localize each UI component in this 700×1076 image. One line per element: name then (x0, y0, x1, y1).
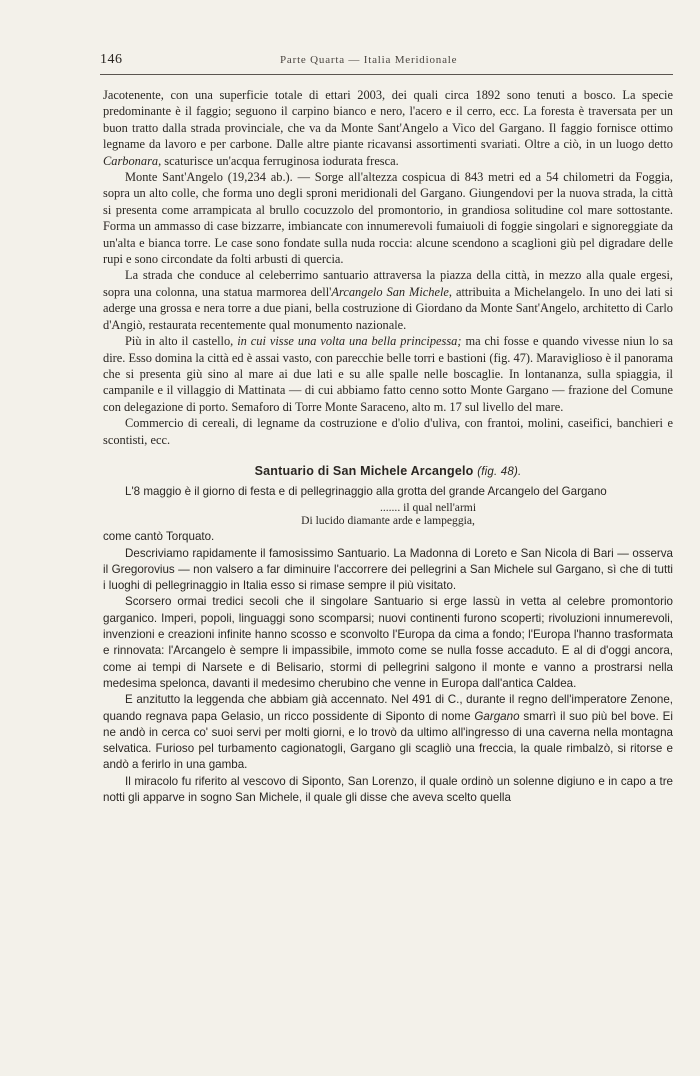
paragraph-monte-sant-angelo: Monte Sant'Angelo (19,234 ab.). — Sorge all'altezza cospicua di 843 metri ed a 54 chilometri da Foggia, sopra un alto colle, che forma uno degli sproni meridionali del Gargano. Giungendovi per la nuova strada, la città si presenta come arrampicata al brullo cocuzzolo del promontorio, in grandiosa solitudine col mare sottostante. Forma un ammasso di case bizzarre, imbiancate con innumerevoli fumaiuoli di foggie singolari e signoreggiate da un'alta e bianca torre. Le case sono fondate sulla nuda roccia: alcune scendono a scaglioni giù pel digradare delle rupi e sono circondate da folti arbusti di quercia. (103, 170, 673, 267)
paragraph-foresta: Jacotenente, con una superficie totale di ettari 2003, dei quali circa 1892 sono tenuti a bosco. La specie predominante è il faggio; seguono il carpino bianco e nero, l'acero e il cerro, ecc. La foresta è traversata per un buon tratto dalla strada provinciale, che va da Monte Sant'Angelo a Vico del Gargano. Il faggio fornisce ottimo legname da lavoro e per carbone. Dalle altre piante ricavansi assortimenti svariati. Oltre a ciò, in un luogo detto Carbonara, scaturisce un'acqua ferruginosa iodurata fresca. (103, 88, 673, 168)
page-header (100, 52, 673, 75)
paragraph-leggenda: E anzitutto la leggenda che abbiam già accennato. Nel 491 di C., durante il regno dell'imperatore Zenone, quando regnava papa Gelasio, un ricco possidente di Siponto di nome Gargano smarrì il suo più bel bove. Ei ne andò in cerca co' suoi servi per molti giorni, e lo trovò da ultimo all'ingresso di una caverna nella montagna selvatica. Furioso pel turbamento cagionatogli, Gargano gli scagliò una freccia, la quale rimbalzò, si ritorse e andò a ferirlo in una gamba. (103, 693, 673, 772)
verse-line-1: ....... il qual nell'armi (379, 501, 477, 515)
verse-quote (103, 501, 673, 527)
paragraph-gregorovius: Descriviamo rapidamente il famosissimo Santuario. La Madonna di Loreto e San Nicola di Bari — osserva il Gregorovius — non valsero a far diminuire l'accorrere dei pellegrini a San Michele sul Gargano, sì che di tutti i luoghi di pellegrinaggio in Italia esso si rimase sempre il più visitato. (103, 546, 673, 593)
paragraph-castello: Più in alto il castello, in cui visse una volta una bella principessa; ma chi fosse e quando vivesse niun lo sa dire. Esso domina la città ed è assai vasto, con parecchie belle torri e bastioni (fig. 47). Maraviglioso è il panorama che si presenta giù sino al mare ai due lati e su alle spalle nelle boscaglie. In lontananza, sulla spiaggia, il campanile e il villaggio di Mattinata — di cui abbiamo fatto cenno sotto Monte Gargano — frazione del Comune con delegazione di porto. Semaforo di Torre Monte Saraceno, alto m. 17 sul livello del mare. (103, 334, 674, 414)
page-number: 146 (100, 52, 123, 67)
paragraph-strada: La strada che conduce al celeberrimo santuario attraversa la piazza della città, in mezzo alla quale ergesi, sopra una colonna, una statua marmorea dell'Arcangelo San Michele, attribuita a Michelangelo. In uno dei lati si aderge una grossa e nera torre a due piani, bella costruzione di Giordano da Monte Sant'Angelo, architetto di Carlo d'Angiò, restaurata recentemente qual monumento nazionale. (103, 268, 673, 332)
paragraph-torquato: come cantò Torquato. (103, 530, 215, 544)
section-heading: Santuario di San Michele Arcangelo (fig. 48). (254, 463, 522, 478)
paragraph-commercio: Commercio di cereali, di legname da costruzione e d'olio d'uliva, con frantoi, molini, caseifici, banchieri e scontisti, ecc. (103, 416, 673, 447)
verse-line-2: Di lucido diamante arde e lampeggia, (301, 514, 475, 528)
paragraph-miracolo: Il miracolo fu riferito al vescovo di Siponto, San Lorenzo, il quale ordinò un solenne digiuno e in capo a tre notti gli apparve in sogno San Michele, il quale gli disse che aveva scelto quella (103, 774, 673, 804)
paragraph-tredici-secoli: Scorsero ormai tredici secoli che il singolare Santuario si erge lassù in vetta al celebre promontorio garganico. Imperi, popoli, linguaggi sono scomparsi; nuovi continenti furono scoperti; rivoluzioni innumerevoli, invenzioni e creazioni infinite hanno scosso e sconvolto l'Europa da cima a fondo; l'Europa l'hanno trasformata e rinnovata: l'Arcangelo è sempre li impassibile, immoto come se nulla fosse accaduto. E al di d'oggi ancora, come ai tempi di Narsete e di Belisario, stormi di pellegrini salgono il monte e vanno a prostrarsi nella medesima spelonca, davanti il medesimo cherubino che venne in Europa dall'antica Caldea. (103, 595, 673, 690)
running-head: Parte Quarta — Italia Meridionale (280, 54, 458, 66)
paragraph-festa: L'8 maggio è il giorno di festa e di pellegrinaggio alla grotta del grande Arcangelo del Gargano (125, 484, 607, 498)
